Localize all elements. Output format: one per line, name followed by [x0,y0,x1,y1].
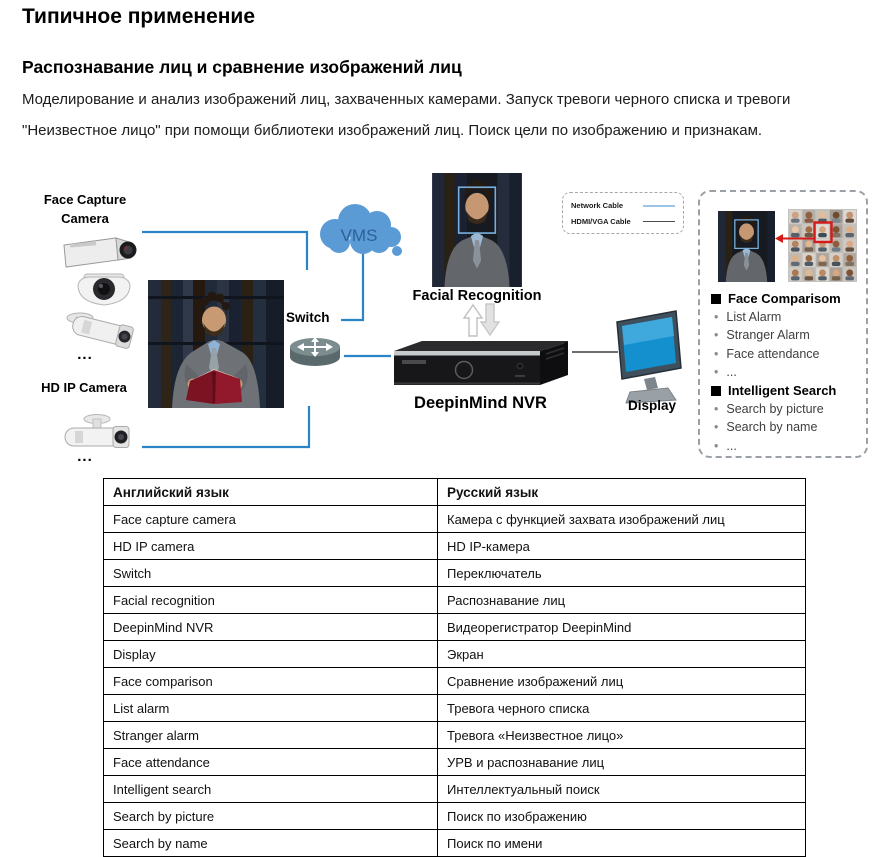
match-arrow-icon [774,232,818,245]
face-capture-label-line2: Camera [61,211,109,226]
table-cell: HD IP-камера [438,533,806,560]
table-cell: Переключатель [438,560,806,587]
application-diagram [0,160,895,478]
face-comparison-list [714,308,820,381]
paragraph-line-2: "Неизвестное лицо" при помощи библиотеки изображений лиц. Поиск цели по изображению и признакам. [22,122,763,139]
network-cable-top [142,232,307,270]
table-row [104,668,806,695]
features-panel [698,190,868,458]
table-cell: Экран [438,641,806,668]
table-cell: Search by name [104,830,438,857]
table-header-russian: Русский язык [438,479,806,506]
translation-table-body [104,506,806,857]
table-row [104,749,806,776]
feature-list-item: • ... [714,437,824,455]
table-cell: Stranger alarm [104,722,438,749]
paragraph-line-1: Моделирование и анализ изображений лиц, захваченных камерами. Запуск тревоги черного списка и тревоги [22,91,791,108]
table-cell: Face capture camera [104,506,438,533]
table-row [104,587,806,614]
legend-row-hdmi [571,217,675,226]
table-cell: Face attendance [104,749,438,776]
table-cell: Search by picture [104,803,438,830]
table-cell: Интеллектуальный поиск [438,776,806,803]
table-cell: Switch [104,560,438,587]
feature-list-item: • ... [714,363,820,381]
translation-table-wrap [103,478,806,857]
table-cell: Тревога «Неизвестное лицо» [438,722,806,749]
network-cable-sample-line [643,205,675,207]
more-hd-cameras-ellipsis: ... [77,448,93,465]
facial-recognition-photo [431,173,523,287]
display-label: Display [627,398,677,413]
feature-list-item: • Search by name [714,418,824,436]
table-cell: Тревога черного списка [438,695,806,722]
face-capture-camera-label [28,190,142,228]
more-cameras-ellipsis: ... [77,346,93,363]
table-cell: Распознавание лиц [438,587,806,614]
hdmi-vga-cable-sample-line [643,221,675,223]
table-cell: Поиск по имени [438,830,806,857]
feature-list-item: • Search by picture [714,400,824,418]
table-row [104,776,806,803]
table-row [104,506,806,533]
network-cable-label: Network Cable [571,201,624,211]
table-row [104,695,806,722]
table-row [104,614,806,641]
table-row [104,722,806,749]
table-row [104,560,806,587]
network-cable-bottom [142,406,309,447]
table-cell: УРВ и распознавание лиц [438,749,806,776]
face-match-photo [718,211,775,282]
table-header-english: Английский язык [104,479,438,506]
table-cell: Intelligent search [104,776,438,803]
page-title: Типичное применение [22,5,256,28]
data-exchange-arrows-icon [456,300,502,340]
face-comparison-header [711,291,841,306]
nvr-device [388,335,573,392]
section-subtitle: Распознавание лиц и сравнение изображений лиц [22,57,462,77]
switch-label: Switch [286,310,330,325]
table-row [104,533,806,560]
table-row [104,641,806,668]
nvr-label: DeepinMind NVR [414,394,547,412]
section-paragraph [22,84,882,146]
table-cell: HD IP camera [104,533,438,560]
table-cell: Камера с функцией захвата изображений лиц [438,506,806,533]
feature-list-item: • Stranger Alarm [714,326,820,344]
dome-camera-icon [68,272,140,308]
table-cell: Face comparison [104,668,438,695]
switch-icon [288,336,342,368]
box-camera-icon [58,235,150,269]
hd-ip-camera-label: HD IP Camera [41,380,127,395]
legend-row-network [571,201,675,210]
table-header-row [104,479,806,506]
table-cell: Поиск по изображению [438,803,806,830]
vms-cloud [305,196,405,258]
table-row [104,803,806,830]
facial-recognition-label: Facial Recognition [412,288,542,304]
display-monitor [612,308,690,406]
table-cell: Сравнение изображений лиц [438,668,806,695]
table-row [104,830,806,857]
table-cell: Display [104,641,438,668]
square-bullet-icon [711,294,721,304]
table-cell: List alarm [104,695,438,722]
network-cable-vms [341,252,363,320]
table-cell: DeepinMind NVR [104,614,438,641]
vms-label: VMS [340,226,378,245]
feature-list-item: • List Alarm [714,308,820,326]
hdmi-vga-cable-label: HDMI/VGA Cable [571,216,631,226]
table-cell: Facial recognition [104,587,438,614]
intelligent-search-title: Intelligent Search [728,383,837,398]
cable-legend [562,192,684,234]
face-capture-label-line1: Face Capture [43,192,127,207]
intelligent-search-header [711,383,836,398]
table-cell: Видеорегистратор DeepinMind [438,614,806,641]
scene-photo-man-reading [148,280,284,408]
feature-list-item: • Face attendance [714,345,820,363]
translation-table [103,478,806,857]
crowd-photo [788,209,857,282]
square-bullet-icon [711,386,721,396]
face-comparison-title: Face Comparisom [728,291,841,306]
intelligent-search-list [714,400,824,455]
